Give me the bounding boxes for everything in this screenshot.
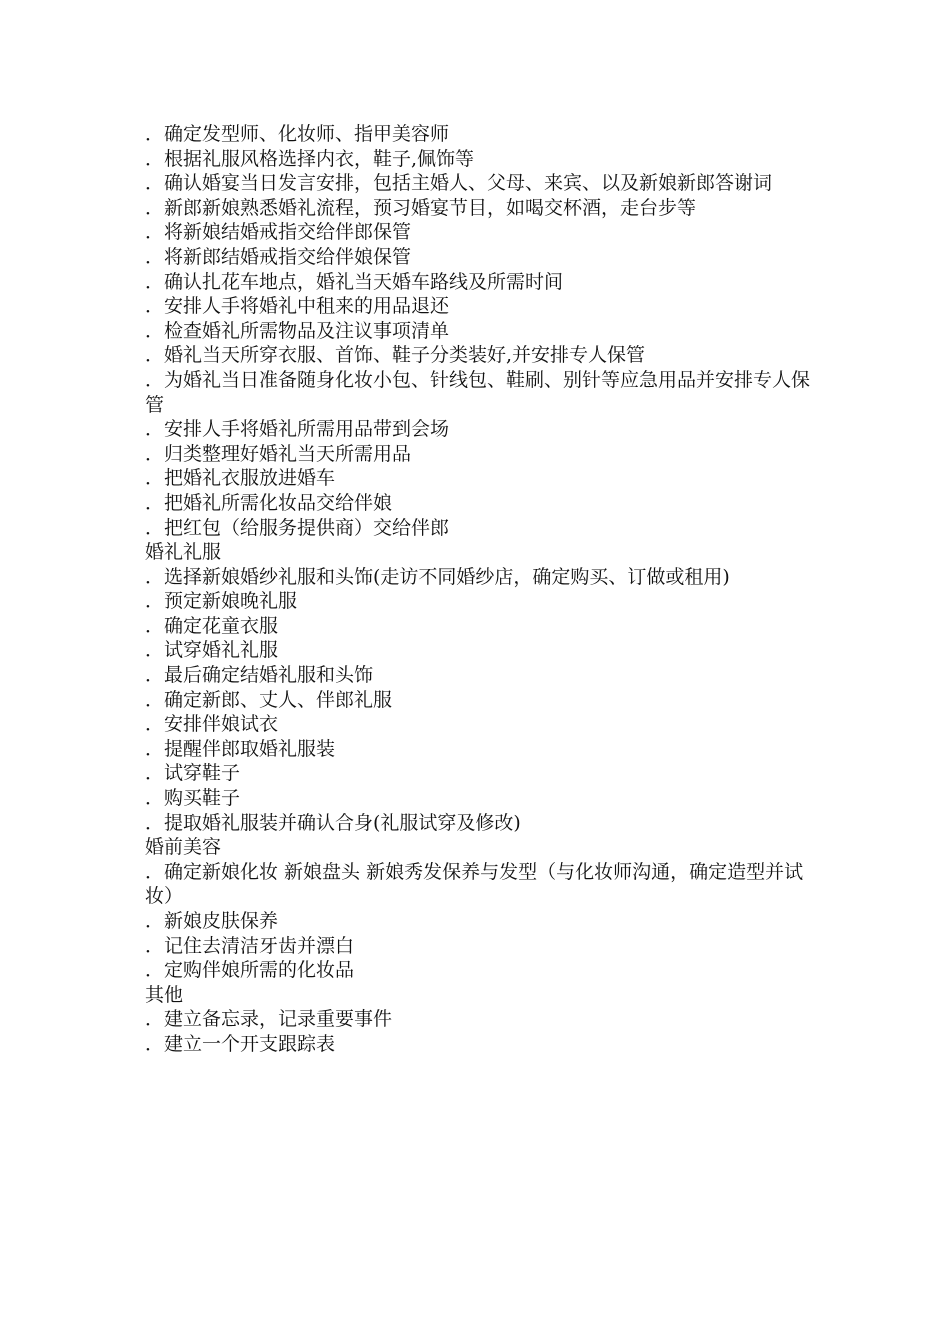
document-page [145,122,825,1057]
section-heading: 婚礼礼服 [145,541,222,564]
checklist-item: ．将新娘结婚戒指交给伴郎保管 [145,221,412,244]
checklist-item: ．为婚礼当日准备随身化妆小包、针线包、鞋刷、别针等应急用品并安排专人保管 [145,368,811,416]
checklist-item: ．把红包（给服务提供商）交给伴郎 [145,516,450,539]
checklist-item: ．安排人手将婚礼中租来的用品退还 [145,295,450,318]
checklist-item: ．提取婚礼服装并确认合身(礼服试穿及修改) [145,811,521,834]
checklist-item: ．试穿鞋子 [145,762,241,785]
checklist-item: ．把婚礼衣服放进婚车 [145,467,336,490]
checklist-item: ．定购伴娘所需的化妆品 [145,959,355,982]
checklist-item: ．预定新娘晚礼服 [145,590,298,613]
checklist-item: ．新娘皮肤保养 [145,910,279,932]
checklist-item: ．建立一个开支跟踪表 [145,1032,336,1055]
section-heading: 其他 [145,983,184,1006]
checklist-item: ．最后确定结婚礼服和头饰 [145,664,374,687]
checklist-item: ．检查婚礼所需物品及注议事项清单 [145,319,450,342]
checklist-item: ．确认婚宴当日发言安排，包括主婚人、父母、来宾、以及新娘新郎答谢词 [145,172,773,195]
checklist-item: ．确认扎花车地点，婚礼当天婚车路线及所需时间 [145,270,564,293]
checklist-item: ．选择新娘婚纱礼服和头饰(走访不同婚纱店，确定购买、订做或租用) [145,565,730,588]
checklist-item: ．婚礼当天所穿衣服、首饰、鞋子分类装好,并安排专人保管 [145,344,646,367]
checklist-item: ．根据礼服风格选择内衣，鞋子,佩饰等 [145,147,475,170]
checklist-item: ．归类整理好婚礼当天所需用品 [145,442,412,465]
checklist-item: ．确定新郎、丈人、伴郎礼服 [145,688,393,711]
checklist-item: ．安排人手将婚礼所需用品带到会场 [145,418,450,441]
checklist-item: ．安排伴娘试衣 [145,713,279,736]
checklist-item: ．确定发型师、化妆师、指甲美容师 [145,123,450,145]
checklist-item: ．试穿婚礼礼服 [145,639,279,662]
section-heading: 婚前美容 [145,836,222,859]
checklist-item: ．确定新娘化妆 新娘盘头 新娘秀发保养与发型（与化妆师沟通，确定造型并试妆） [145,860,804,908]
checklist-item: ．把婚礼所需化妆品交给伴娘 [145,491,393,514]
checklist-item: ．新郎新娘熟悉婚礼流程，预习婚宴节目，如喝交杯酒，走台步等 [145,196,697,219]
checklist-item: ．提醒伴郎取婚礼服装 [145,737,336,760]
checklist-item: ．确定花童衣服 [145,614,279,637]
checklist-item: ．购买鞋子 [145,787,241,810]
checklist-item: ．记住去清洁牙齿并漂白 [145,934,355,957]
checklist-item: ．将新郎结婚戒指交给伴娘保管 [145,245,412,268]
checklist-item: ．建立备忘录，记录重要事件 [145,1008,393,1031]
